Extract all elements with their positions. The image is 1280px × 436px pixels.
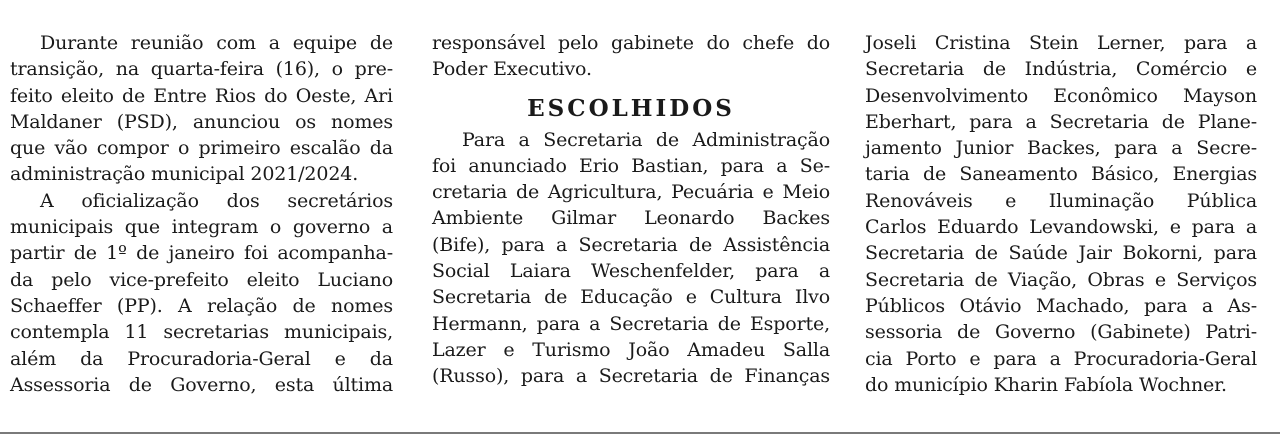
paragraph-3-line: (Russo), para a Secretaria de Finanças bbox=[432, 365, 830, 388]
paragraph-3-line: do município Kharin Fabíola Wochner. bbox=[865, 373, 1227, 396]
paragraph-2-line: partir de 1º de janeiro foi acompanha- bbox=[10, 242, 393, 265]
paragraph-3-line: Para a Secretaria de Administração bbox=[462, 128, 830, 151]
paragraph-2-line: Schaeffer (PP). A relação de nomes bbox=[10, 294, 393, 317]
paragraph-2-line: municipais que integram o governo a bbox=[10, 216, 393, 239]
paragraph-3-line: cretaria de Agricultura, Pecuária e Meio bbox=[432, 181, 830, 204]
paragraph-1-line: Durante reunião com a equipe de bbox=[40, 32, 393, 54]
paragraph-3-line: Secretaria de Saúde Jair Bokorni, para bbox=[865, 242, 1257, 265]
paragraph-3-line: jamento Junior Backes, para a Secre- bbox=[865, 137, 1257, 160]
paragraph-1-line: feito eleito de Entre Rios do Oeste, Ari bbox=[10, 84, 393, 107]
paragraph-2-line: contempla 11 secretarias municipais, bbox=[10, 321, 393, 344]
paragraph-3-line: Secretaria de Viação, Obras e Serviços bbox=[865, 268, 1257, 291]
paragraph-3-line: Carlos Eduardo Levandowski, e para a bbox=[865, 216, 1257, 239]
paragraph-3-line: Eberhart, para a Secretaria de Plane- bbox=[865, 110, 1257, 133]
paragraph-2-line: além da Procuradoria-Geral e da bbox=[10, 347, 393, 370]
paragraph-3-line: taria de Saneamento Básico, Energias bbox=[865, 163, 1257, 186]
paragraph-2-line: Assessoria de Governo, esta última bbox=[10, 373, 393, 396]
paragraph-3-line: cia Porto e para a Procuradoria-Geral bbox=[865, 347, 1257, 370]
paragraph-3-line: Lazer e Turismo João Amadeu Salla bbox=[432, 338, 830, 361]
paragraph-2-line: da pelo vice-prefeito eleito Luciano bbox=[10, 268, 393, 291]
paragraph-2-line: A oficialização dos secretários bbox=[40, 189, 393, 212]
paragraph-3-line: Hermann, para a Secretaria de Esporte, bbox=[432, 312, 830, 335]
paragraph-3-line: Secretaria de Indústria, Comércio e bbox=[865, 58, 1257, 81]
paragraph-2-line: responsável pelo gabinete do chefe do bbox=[432, 32, 830, 54]
paragraph-3-line: foi anunciado Erio Bastian, para a Se- bbox=[432, 154, 830, 177]
bottom-divider bbox=[0, 432, 1280, 434]
paragraph-1-line: que vão compor o primeiro escalão da bbox=[10, 137, 393, 160]
paragraph-2-line: Poder Executivo. bbox=[432, 58, 592, 81]
paragraph-3-line: Ambiente Gilmar Leonardo Backes bbox=[432, 207, 830, 230]
paragraph-1-line: Maldaner (PSD), anunciou os nomes bbox=[10, 110, 393, 133]
paragraph-1-line: administração municipal 2021/2024. bbox=[10, 163, 359, 186]
paragraph-3-line: Renováveis e Iluminação Pública bbox=[865, 189, 1257, 212]
paragraph-3-line: Secretaria de Educação e Cultura Ilvo bbox=[432, 286, 830, 309]
paragraph-3-line: Joseli Cristina Stein Lerner, para a bbox=[865, 32, 1257, 54]
paragraph-3-line: sessoria de Governo (Gabinete) Patri- bbox=[865, 321, 1257, 344]
article-column-2 bbox=[432, 30, 830, 390]
section-subheading: ESCOLHIDOS bbox=[527, 94, 735, 122]
paragraph-1-line: transição, na quarta-feira (16), o pre- bbox=[10, 58, 393, 81]
paragraph-3-line: Desenvolvimento Econômico Mayson bbox=[865, 84, 1257, 107]
article-column-1 bbox=[10, 30, 393, 398]
article-column-3 bbox=[865, 30, 1257, 398]
paragraph-3-line: (Bife), para a Secretaria de Assistência bbox=[432, 233, 830, 256]
paragraph-3-line: Social Laiara Weschenfelder, para a bbox=[432, 260, 830, 283]
paragraph-3-line: Públicos Otávio Machado, para a As- bbox=[865, 294, 1257, 317]
